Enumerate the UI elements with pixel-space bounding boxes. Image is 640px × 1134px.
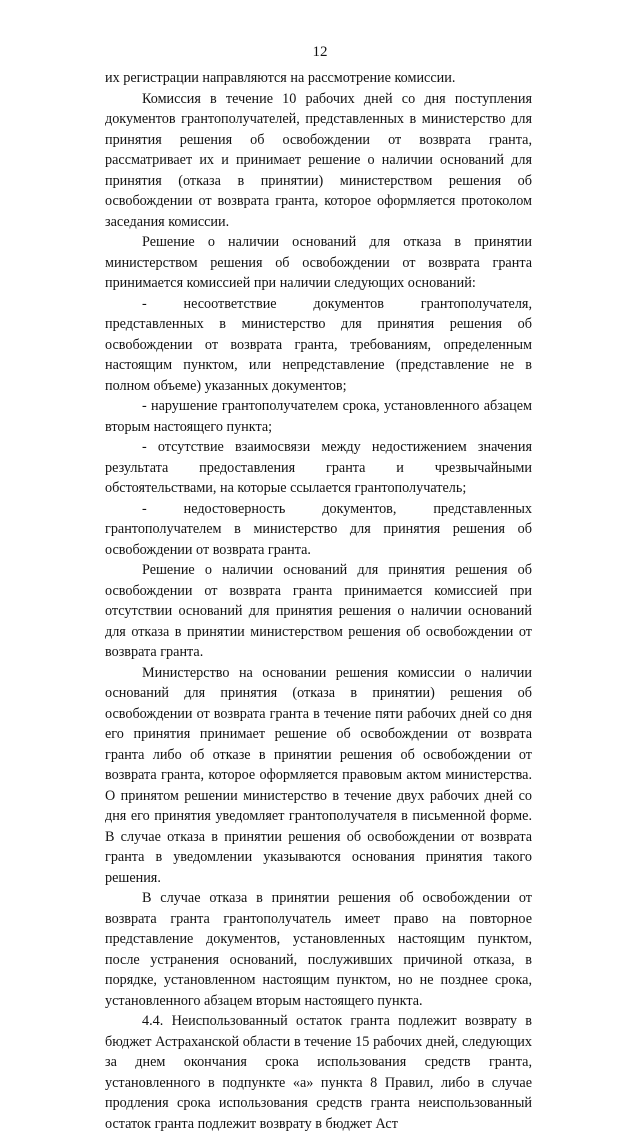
list-item: - несоответствие документов грантополучателя, представленных в министерство для принятия решения об освобождении от возврата гранта, требованиям, определенным настоящим пунктом, или непредставление (представление не в полном объеме) указанных документов; [105, 295, 532, 394]
page-number: 12 [312, 44, 328, 60]
paragraph: В случае отказа в принятии решения об освобождении от возврата гранта грантополучатель имеет право на повторное представление документов, установленных настоящим пунктом, после устранения оснований, послуживших причиной отказа, в порядке, установленном настоящим пунктом, но не позднее срока, установленного абзацем вторым настоящего пункта. [105, 890, 532, 1009]
list-item: - нарушение грантополучателем срока, установленного абзацем вторым настоящего пункта; [105, 398, 532, 435]
paragraph: Решение о наличии оснований для отказа в принятии министерством решения об освобождении от возврата гранта принимается комиссией при наличии следующих оснований: [105, 234, 532, 291]
paragraph: 4.4. Неиспользованный остаток гранта подлежит возврату в бюджет Астраханской области в течение 15 рабочих дней, следующих за днем окончания срока использования средств гранта, установленного в подпункте «а» пункта 8 Правил, либо в случае продления срока использования средств гранта неиспользованный остаток гранта подлежит возврату в бюджет Аст [105, 1013, 532, 1132]
document-body [105, 68, 532, 1134]
list-item: - отсутствие взаимосвязи между недостижением значения результата предоставления гранта и чрезвычайными обстоятельствами, на которые ссылается грантополучатель; [105, 439, 532, 496]
paragraph: Решение о наличии оснований для принятия решения об освобождении от возврата гранта принимается комиссией при отсутствии оснований для принятия решения о наличии оснований для отказа в принятии министерством решения об освобождении от возврата гранта. [105, 562, 532, 660]
paragraph: Министерство на основании решения комиссии о наличии оснований для принятия (отказа в принятии) решения об освобождении от возврата гранта в течение пяти рабочих дней со дня его принятия принимает решение об освобождении от возврата гранта либо об отказе в принятии решения об освобождении от возврата гранта, которое оформляется правовым актом министерства. О принятом решении министерство в течение двух рабочих дней со дня его принятия уведомляет грантополучателя в письменной форме. В случае отказа в принятии решения об освобождении от возврата гранта в уведомлении указываются основания принятия такого решения. [105, 664, 532, 886]
paragraph: их регистрации направляются на рассмотрение комиссии. [105, 70, 456, 86]
list-item: - недостоверность документов, представленных грантополучателем в министерство для принятия решения об освобождении от возврата гранта. [105, 500, 532, 558]
paragraph: Комиссия в течение 10 рабочих дней со дня поступления документов грантополучателей, представленных в министерство для принятия решения об освобождении от возврата гранта, рассматривает их и принимает решение о наличии оснований для принятия (отказа в принятии) министерством решения об освобождении от возврата гранта, которое оформляется протоколом заседания комиссии. [105, 90, 532, 230]
